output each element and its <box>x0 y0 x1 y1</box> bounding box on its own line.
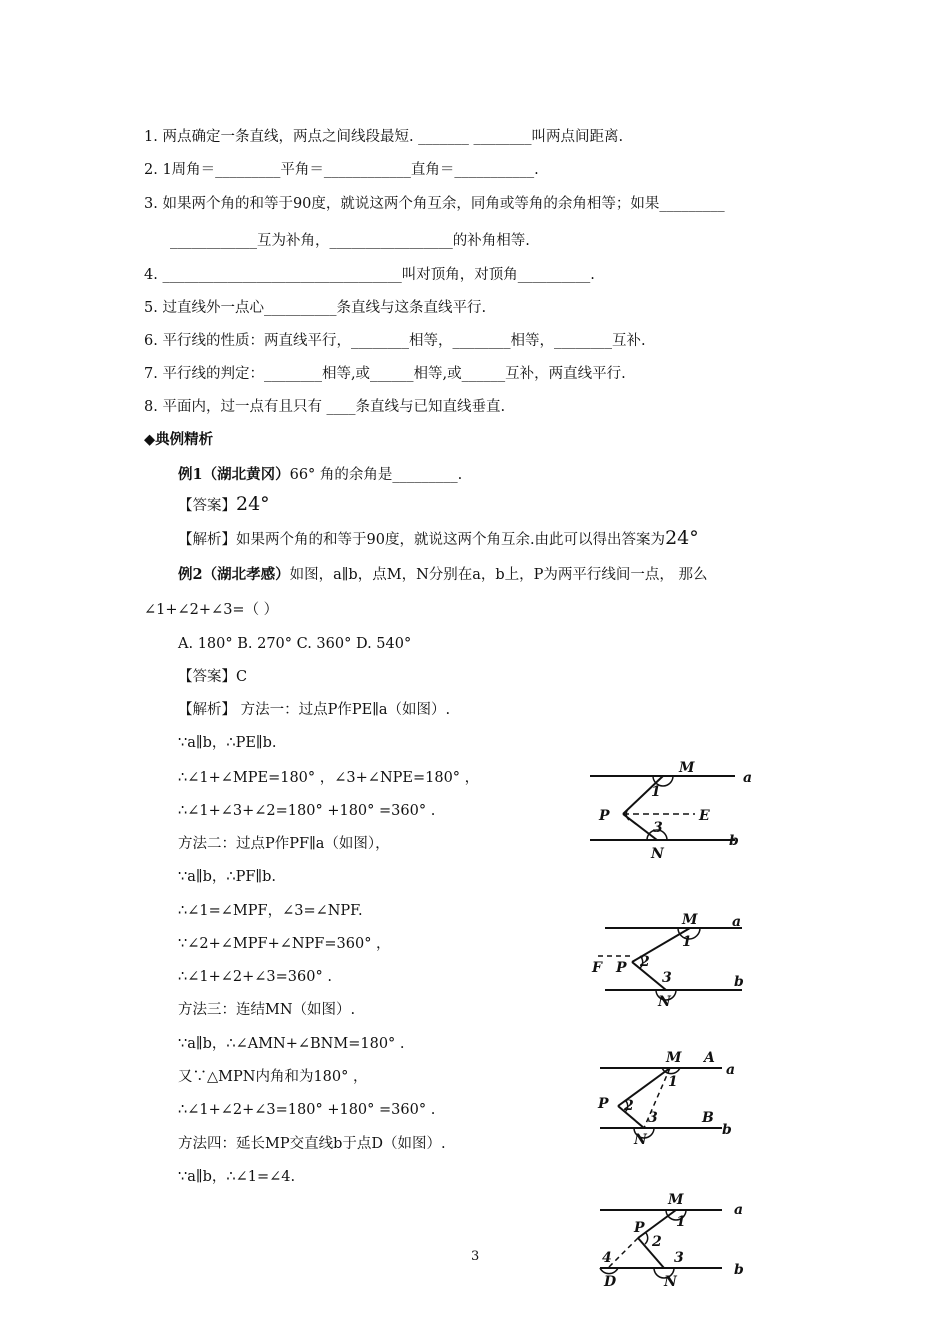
ex2-question-2: ∠1+∠2+∠3=（ ） <box>144 602 279 618</box>
ex2-answer: 【答案】C <box>178 669 248 685</box>
review-item-1: 1. 两点确定一条直线，两点之间线段最短. _______ ________叫两点间距离. <box>144 129 624 145</box>
fig1-label-M: M <box>679 760 695 776</box>
fig2-label-b: b <box>734 974 744 990</box>
review-item-6: 6. 平行线的性质：两直线平行，________相等，________相等，________互补. <box>144 333 646 349</box>
fig3-label-B: B <box>702 1110 714 1126</box>
fig3-label-N: N <box>634 1132 647 1148</box>
ex2-step: 方法二：过点P作PF∥a（如图）， <box>178 836 390 852</box>
ex2-step: ∴∠1+∠2+∠3=360° . <box>178 969 332 985</box>
ex2-step: ∵a∥b，∴∠1=∠4. <box>178 1169 296 1185</box>
fig4-label-b: b <box>734 1262 744 1278</box>
ex1-analysis-label: 【解析】 <box>178 532 236 548</box>
ex2-step: ∴∠1=∠MPF，∠3=∠NPF. <box>178 903 363 919</box>
fig4-label-D: D <box>604 1274 617 1290</box>
fig2-label-P: P <box>616 960 627 976</box>
fig1-label-E: E <box>699 808 710 824</box>
ex1-analysis-text: 如果两个角的和等于90度，就说这两个角互余.由此可以得出答案为 <box>236 532 666 548</box>
section-title: ◆典例精析 <box>144 431 214 448</box>
ex2-step: ∵∠2+∠MPF+∠NPF=360° ， <box>178 936 391 952</box>
ex1-title: 例1（湖北黄冈） <box>178 466 290 483</box>
ex2-step: ∴∠1+∠3+∠2=180° +180° =360° . <box>178 803 436 819</box>
review-item-4: 4. _________________________________叫对顶角，对顶角__________. <box>144 267 595 283</box>
ex1-answer-line <box>178 494 270 516</box>
ex2-step: ∵a∥b，∴PF∥b. <box>178 869 276 885</box>
fig3-label-b: b <box>722 1122 732 1138</box>
fig4-label-3: 3 <box>674 1250 684 1266</box>
ex2-step: 又∵△MPN内角和为180° ， <box>178 1069 368 1085</box>
fig4-label-M: M <box>668 1192 684 1208</box>
review-item-5: 5. 过直线外一点心__________条直线与这条直线平行. <box>144 300 487 316</box>
fig1-label-1: 1 <box>651 784 661 800</box>
ex2-step: 方法四：延长MP交直线b于点D（如图）. <box>178 1136 446 1152</box>
ex2-analysis-head: 【解析】 方法一：过点P作PE∥a（如图）. <box>178 702 451 718</box>
ex2-step: 方法三：连结MN（如图）. <box>178 1002 356 1018</box>
figure-method-1 <box>585 758 755 863</box>
ex1-question-line <box>178 465 462 485</box>
review-item-2: 2. 1周角＝_________平角＝____________直角＝___________. <box>144 162 539 178</box>
page-number: 3 <box>471 1249 480 1264</box>
fig1-label-N: N <box>651 846 664 862</box>
review-item-3: 3. 如果两个角的和等于90度，就说这两个角互余，同角或等角的余角相等；如果_________ <box>144 196 725 212</box>
ex1-answer-label: 【答案】 <box>178 498 236 514</box>
fig3-label-A: A <box>704 1050 715 1066</box>
ex1-question: 66° 角的余角是_________. <box>289 467 463 483</box>
fig2-label-a: a <box>732 914 742 930</box>
figure-method-2 <box>590 910 760 1010</box>
fig3-label-M: M <box>666 1050 682 1066</box>
fig1-label-3: 3 <box>653 820 663 836</box>
fig3-label-1: 1 <box>668 1074 678 1090</box>
fig3-label-3: 3 <box>648 1110 658 1126</box>
ex2-title: 例2（湖北孝感） <box>178 566 290 583</box>
ex1-answer-value: 24° <box>236 493 270 515</box>
review-item-3-cont: ____________互为补角，_________________的补角相等. <box>170 233 530 249</box>
fig1-label-b: b <box>729 833 739 849</box>
ex2-step: ∵a∥b，∴PE∥b. <box>178 735 277 751</box>
fig4-label-P: P <box>634 1220 645 1236</box>
ex2-step: ∴∠1+∠2+∠3=180° +180° =360° . <box>178 1102 436 1118</box>
fig2-label-2: 2 <box>640 954 650 970</box>
fig4-label-1: 1 <box>676 1214 686 1230</box>
review-item-8: 8. 平面内，过一点有且只有 ____条直线与已知直线垂直. <box>144 399 506 415</box>
ex2-step: ∴∠1+∠MPE=180° ，∠3+∠NPE=180° ， <box>178 770 480 786</box>
ex2-question-line <box>178 565 708 585</box>
fig4-label-2: 2 <box>652 1234 662 1250</box>
fig2-label-M: M <box>682 912 698 928</box>
figure-method-4 <box>592 1190 762 1290</box>
figure-method-3 <box>592 1048 762 1148</box>
fig2-label-F: F <box>592 960 602 976</box>
fig2-label-3: 3 <box>662 970 672 986</box>
fig3-label-P: P <box>598 1096 609 1112</box>
fig4-label-4: 4 <box>602 1250 612 1266</box>
fig1-label-P: P <box>599 808 610 824</box>
ex1-analysis-value: 24° <box>665 527 699 549</box>
fig4-label-a: a <box>734 1202 744 1218</box>
fig1-label-a: a <box>743 770 753 786</box>
ex2-step: ∵a∥b，∴∠AMN+∠BNM=180° . <box>178 1036 405 1052</box>
fig4-label-N: N <box>664 1274 677 1290</box>
ex1-analysis-line <box>178 528 699 550</box>
fig3-label-2: 2 <box>624 1098 634 1114</box>
ex2-options: A. 180° B. 270° C. 360° D. 540° <box>178 636 412 652</box>
review-item-7: 7. 平行线的判定：________相等,或______相等,或______互补，两直线平行. <box>144 366 626 382</box>
fig2-label-N: N <box>658 994 671 1010</box>
fig3-label-a: a <box>726 1062 736 1078</box>
fig2-label-1: 1 <box>682 934 692 950</box>
ex2-question: 如图，a∥b，点M，N分别在a，b上，P为两平行线间一点， 那么 <box>289 567 708 583</box>
